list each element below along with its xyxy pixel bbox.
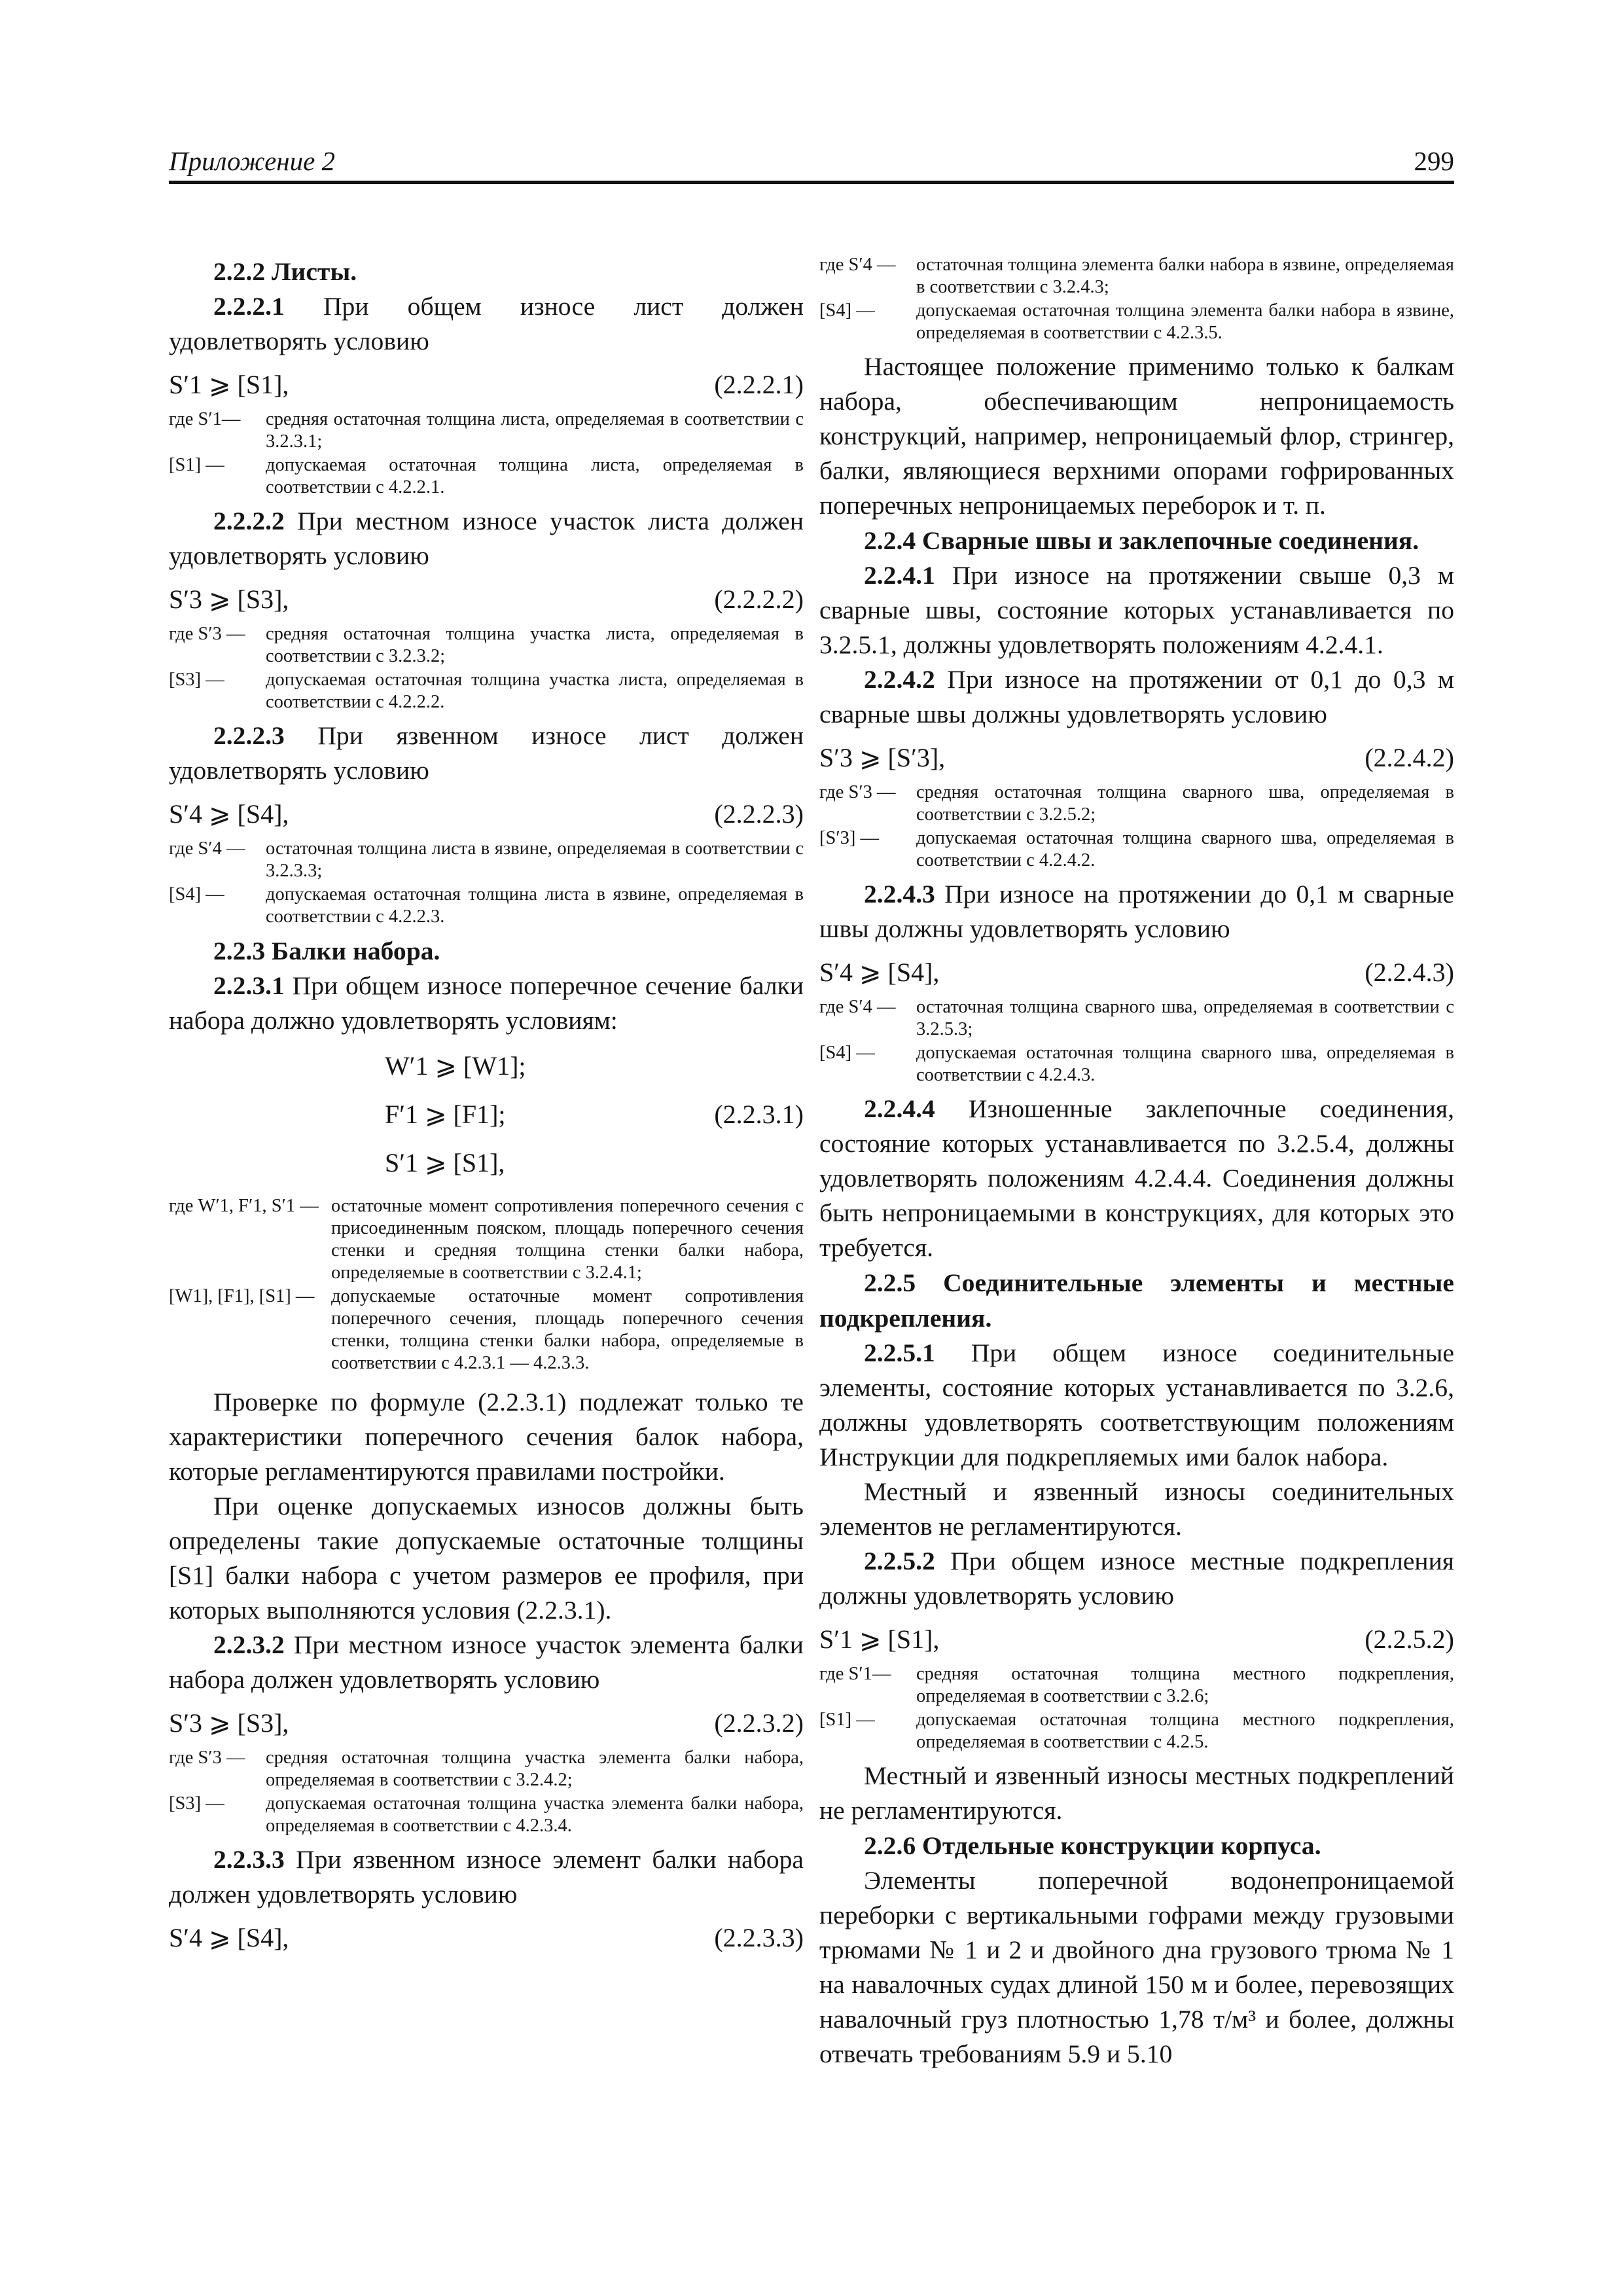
legend-row [169,623,804,668]
legend-desc: средняя остаточная толщина местного подкрепления, определяемая в соответствии с 3.2.6; [916,1664,1454,1706]
clause-text: При износе на протяжении свыше 0,3 м сварные швы, состояние которых устанавливается по 3.2.5.1, должны удовлетворять положениям 4.2.4.1. [819,561,1454,659]
legend-row [819,827,1454,872]
paragraph [169,719,804,788]
section-heading: 2.2.5 Соединительные элементы и местные подкрепления. [819,1268,1454,1333]
page-number: 299 [1414,146,1454,176]
legend-desc: остаточная толщина сварного шва, определяемая в соответствии с 3.2.5.3; [916,997,1454,1039]
paragraph: Местный и язвенный износы местных подкреплений не регламентируются. [819,1761,1454,1825]
paragraph: Настоящее положение применимо только к балкам набора, обеспечивающим непроницаемость конструкций, например, непроницаемый флор, стрингер, балки, являющиеся верхними опорами гофрированных поперечных непроницаемых переборок и т. п. [819,352,1454,520]
formula-ref: (2.2.3.2) [714,1708,804,1738]
legend-row [169,838,804,882]
legend-desc: средняя остаточная толщина участка листа, определяемая в соответствии с 3.2.3.2; [266,624,804,666]
paragraph [819,1544,1454,1613]
legend-term: где S′4 — [169,838,245,859]
formula-ref: (2.2.4.3) [1364,958,1454,987]
paragraph [169,969,804,1038]
formula [169,367,804,403]
legend-desc: остаточная толщина листа в язвине, определяемая в соответствии с 3.2.3.3; [266,838,804,881]
clause-text: При общем износе поперечное сечение балки набора должно удовлетворять условиям: [169,971,804,1035]
formula-expression: S′3 ⩾ [S3], [169,584,289,614]
legend-row [169,408,804,453]
formula [819,1621,1454,1658]
clause-number: 2.2.4.2 [864,665,935,694]
clause-number: 2.2.5.1 [864,1338,935,1367]
legend-term: где S′4 — [819,997,896,1017]
section-heading: 2.2.3 Балки набора. [213,937,440,965]
legend-term: [S3] — [169,1793,224,1814]
formula-line [169,1042,804,1090]
formula-ref: (2.2.2.2) [714,584,804,614]
legend-desc: допускаемая остаточная толщина местного подкрепления, определяемая в соответствии с 4.2.5. [916,1710,1454,1752]
paragraph: При оценке допускаемых износов должны быть определены такие допускаемые остаточные толщины [S1] балки набора с учетом размеров ее профиля, при которых выполняются условия (2.2.3.1). [169,1492,804,1624]
clause-text: При общем износе соединительные элементы, состояние которых устанавливается по 3.2.6, должны удовлетворять соответствующим положениям Инструкции для подкрепляемых ими балок набора. [819,1338,1454,1471]
legend-term: где S′3 — [169,1748,245,1768]
paragraph [819,877,1454,946]
formula-expression: S′4 ⩾ [S4], [169,799,289,829]
clause-number: 2.2.4.1 [864,561,935,590]
formula-expression: S′4 ⩾ [S4], [169,1923,289,1952]
formula [169,581,804,618]
legend-row [169,1793,804,1837]
clause-text: При местном износе участок элемента балки набора должен удовлетворять условию [169,1630,804,1694]
legend-row [819,1709,1454,1753]
legend-row [819,300,1454,344]
legend-term: [S4] — [819,1043,875,1063]
legend-term: [S1] — [819,1710,875,1730]
clause-number: 2.2.4.4 [864,1094,935,1123]
formula [819,740,1454,776]
legend-row [819,1042,1454,1086]
page-header [169,145,1454,179]
legend-desc: средняя остаточная толщина сварного шва, определяемая в соответствии с 3.2.5.2; [916,782,1454,825]
paragraph [819,662,1454,732]
formula-ref: (2.2.5.2) [1364,1624,1454,1654]
paragraph [169,1842,804,1912]
clause-number: 2.2.2.1 [213,292,285,321]
legend-row [169,884,804,928]
clause-number: 2.2.2.3 [213,721,285,750]
paragraph: Местный и язвенный износы соединительных элементов не регламентируются. [819,1477,1454,1541]
clause-text: При износе на протяжении от 0,1 до 0,3 м сварные швы должны удовлетворять условию [819,665,1454,728]
legend-term: где S′3 — [819,782,896,802]
clause-number: 2.2.4.3 [864,880,935,908]
clause-number: 2.2.3.1 [213,971,285,1000]
legend-term: где S′3 — [169,624,245,644]
right-column [819,254,1454,2072]
legend-term: [S1] — [169,455,224,475]
legend-row [169,454,804,499]
clause-text: При общем износе местные подкрепления должны удовлетворять условию [819,1547,1454,1610]
clause-number: 2.2.5.2 [864,1547,935,1575]
legend-desc: допускаемая остаточная толщина листа в язвине, определяемая в соответствии с 4.2.2.3. [266,884,804,927]
legend-row [169,1285,804,1374]
paragraph [169,289,804,359]
legend-term: где W′1, F′1, S′1 — [169,1196,319,1216]
legend-row [819,1663,1454,1708]
section-heading: 2.2.6 Отдельные конструкции корпуса. [864,1831,1321,1860]
clause-number: 2.2.3.3 [213,1845,285,1874]
legend-row [819,781,1454,826]
left-column [169,254,804,1962]
legend-desc: допускаемая остаточная толщина участка листа, определяемая в соответствии с 4.2.2.2. [266,670,804,712]
formula-ref: (2.2.3.1) [714,1100,804,1129]
formula-line [169,1139,804,1187]
formula-expression: S′1 ⩾ [S1], [819,1624,940,1654]
formula-expression: S′3 ⩾ [S′3], [819,743,946,772]
legend-desc: допускаемая остаточная толщина листа, определяемая в соответствии с 4.2.2.1. [266,455,804,497]
legend-term: где S′1— [169,409,241,429]
paragraph: Элементы поперечной водонепроницаемой переборки с вертикальными гофрами между грузовыми трюмами № 1 и 2 и двойного дна грузового трюма № 1 на навалочных судах длиной 150 м и более, перевозящих навалочный груз плотностью 1,78 т/м³ и более, должны отвечать требованиям 5.9 и 5.10 [819,1866,1454,2068]
legend-desc: остаточная толщина элемента балки набора в язвине, определяемая в соответствии с 3.2.4.3; [916,255,1454,297]
clause-number: 2.2.3.2 [213,1630,285,1659]
legend-term: где S′4 — [819,255,896,275]
legend-desc: остаточные момент сопротивления поперечного сечения с присоединенным пояском, площадь поперечного сечения стенки и средняя толщина стенки балки набора, определяемые в соответствии с 3.2.4.1; [331,1196,804,1283]
legend-desc: допускаемая остаточная толщина элемента балки набора в язвине, определяемая в соответствии с 4.2.3.5. [916,300,1454,343]
formula-ref: (2.2.3.3) [714,1923,804,1952]
clause-text: При язвенном износе элемент балки набора должен удовлетворять условию [169,1845,804,1909]
formula-ref: (2.2.2.1) [714,370,804,399]
paragraph [169,504,804,573]
clause-text: При общем износе лист должен удовлетворять условию [169,292,804,355]
section-heading: 2.2.4 Сварные швы и заклепочные соединения. [864,526,1419,555]
clause-text: Изношенные заклепочные соединения, состояние которых устанавливается по 3.2.5.4, должны удовлетворять положениям 4.2.4.4. Соединения должны быть непроницаемыми в конструкциях, для которых это требуется. [819,1094,1454,1262]
legend-row [169,1747,804,1791]
header-rule [169,181,1454,184]
paragraph: Проверке по формуле (2.2.3.1) подлежат только те характеристики поперечного сечения балок набора, которые регламентируются правилами постройки. [169,1388,804,1486]
legend-desc: допускаемая остаточная толщина сварного шва, определяемая в соответствии с 4.2.4.3. [916,1043,1454,1085]
section-heading: 2.2.2 Листы. [213,257,357,286]
clause-text: При износе на протяжении до 0,1 м сварные швы должны удовлетворять условию [819,880,1454,943]
formula-ref: (2.2.4.2) [1364,743,1454,772]
header-title: Приложение 2 [169,146,336,176]
formula [169,1705,804,1742]
formula-expression: F′1 ⩾ [F1]; [385,1100,506,1129]
legend-term: [S′3] — [819,828,879,848]
legend-desc: средняя остаточная толщина участка элемента балки набора, определяемая в соответствии с 3.2.4.2; [266,1748,804,1790]
legend-term: [S4] — [169,884,224,905]
paragraph [819,1336,1454,1475]
legend-desc: средняя остаточная толщина листа, определяемая в соответствии с 3.2.3.1; [266,409,804,452]
formula-line [169,1090,804,1139]
formula [819,954,1454,991]
clause-number: 2.2.2.2 [213,507,285,535]
legend-term: где S′1— [819,1664,891,1684]
paragraph [169,1628,804,1697]
formula-expression: S′4 ⩾ [S4], [819,958,940,987]
paragraph [819,1092,1454,1265]
legend-row [169,1195,804,1284]
legend-row [169,669,804,713]
formula-expression: S′1 ⩾ [S1], [169,370,289,399]
legend-row [819,254,1454,298]
legend-desc: допускаемые остаточные момент сопротивления поперечного сечения, площадь поперечного сечения стенки, толщина стенки балки набора, определяемые в соответствии с 4.2.3.1 — 4.2.3.3. [331,1286,804,1373]
clause-text: При язвенном износе лист должен удовлетворять условию [169,721,804,785]
formula-ref: (2.2.2.3) [714,799,804,829]
legend-term: [S4] — [819,300,875,321]
formula-expression: S′3 ⩾ [S3], [169,1708,289,1738]
formula-expression: W′1 ⩾ [W1]; [385,1051,526,1081]
legend-desc: допускаемая остаточная толщина сварного шва, определяемая в соответствии с 4.2.4.2. [916,828,1454,870]
legend-desc: допускаемая остаточная толщина участка элемента балки набора, определяемая в соответствии с 4.2.3.4. [266,1793,804,1836]
formula [169,1920,804,1956]
legend-term: [S3] — [169,670,224,690]
formula-expression: S′1 ⩾ [S1], [385,1148,505,1177]
formula [169,796,804,833]
legend-term: [W1], [F1], [S1] — [169,1286,315,1306]
legend-row [819,996,1454,1041]
paragraph [819,558,1454,662]
clause-text: При местном износе участок листа должен удовлетворять условию [169,507,804,570]
